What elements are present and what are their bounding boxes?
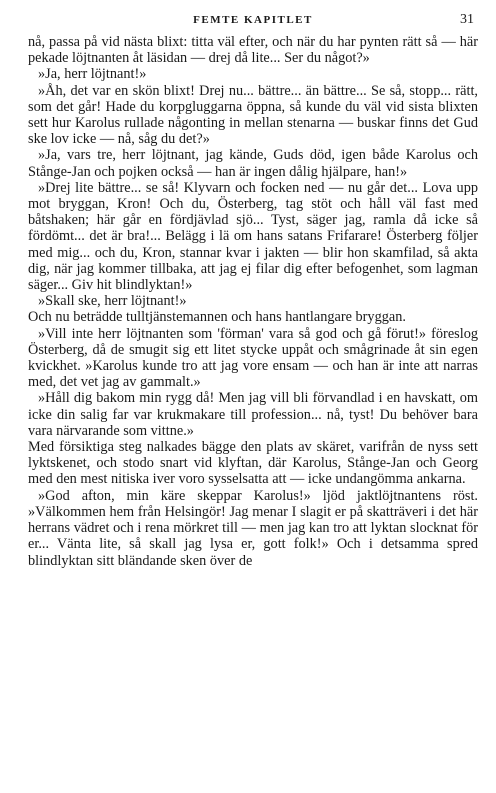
paragraph: »Åh, det var en skön blixt! Drej nu... bättre... än bättre... Se så, stopp... rätt, som det går! Hade du korpgluggarna öppna, så kunde du väl vid sista blixten sett hur Karolus rullade någonting in mellan stenarna — buskar finns det Gud ske lov icke — nå, såg du det?» [28, 82, 478, 148]
paragraph: »Drej lite bättre... se så! Klyvarn och focken ned — nu går det... Lova upp mot bryggan, Kron! Och du, Österberg, tag stöt och håll väl fast med båtshaken; här går en fördjävlad sjö... Tyst, säger jag, ramla då icke så fördömt... det är bra!... Belägg i lä om hans satans Frifarare! Österberg följer med mig... och du, Kron, stannar kvar i jakten — blir hon skamfilad, så akta dig, när jag kommer tillbaka, att jag ej filar dig efter befogenhet, som lagman säger... Giv hit blindlyktan!» [28, 179, 478, 294]
book-page [28, 8, 478, 569]
paragraph: »Ja, herr löjtnant!» [38, 66, 147, 83]
paragraph: »Ja, vars tre, herr löjtnant, jag kände, Guds död, igen både Karolus och Stånge-Jan och pojken också — han är ingen dålig hjälpare, han!» [28, 147, 478, 180]
paragraph: »Vill inte herr löjtnanten som 'förman' vara så god och gå förut!» föreslog Österberg, då de smugit sig ett litet stycke uppåt och smågrinade åt sin egen kvickhet. »Karolus kunde tro att jag vore ensam — och han är inte att narras med, det vet jag av gammalt.» [28, 325, 478, 391]
running-head [28, 8, 478, 30]
chapter-title: FEMTE KAPITLET [193, 14, 313, 26]
paragraph-continued: nå, passa på vid nästa blixt: titta väl efter, och när du har pynten rätt så — här pekade löjtnanten åt läsidan — drej då lite... Ser du något?» [28, 34, 478, 67]
paragraph: Och nu beträdde tulltjänstemannen och hans hantlangare bryggan. [28, 309, 406, 326]
body-text [28, 34, 478, 569]
paragraph: »Håll dig bakom min rygg då! Men jag vill bli förvandlad i en havskatt, om icke din salig far var krukmakare till profession... nå, tyst! Du behöver bara vara närvarande som vittne.» [28, 390, 478, 439]
paragraph: Med försiktiga steg nalkades bägge den plats av skäret, varifrån de nyss sett lyktskenet, och stodo snart vid klyftan, där Karolus, Stånge-Jan och Georg med den mest nitiska iver voro sysselsatta att — icke undangömma ankarna. [28, 439, 478, 488]
page-number: 31 [460, 12, 474, 27]
paragraph: »Skall ske, herr löjtnant!» [38, 293, 187, 310]
paragraph: »God afton, min käre skeppar Karolus!» ljöd jaktlöjtnantens röst. »Välkommen hem från Helsingör! Jag menar I slagit er på skatträveri i det här herrans vädret och i rena mörkret till — men jag kan tro att lyktan slocknat för er... Vänta lite, så skall jag lysa er, gott folk!» Och i detsamma spred blindlyktan sitt bländande sken över de [28, 487, 478, 569]
